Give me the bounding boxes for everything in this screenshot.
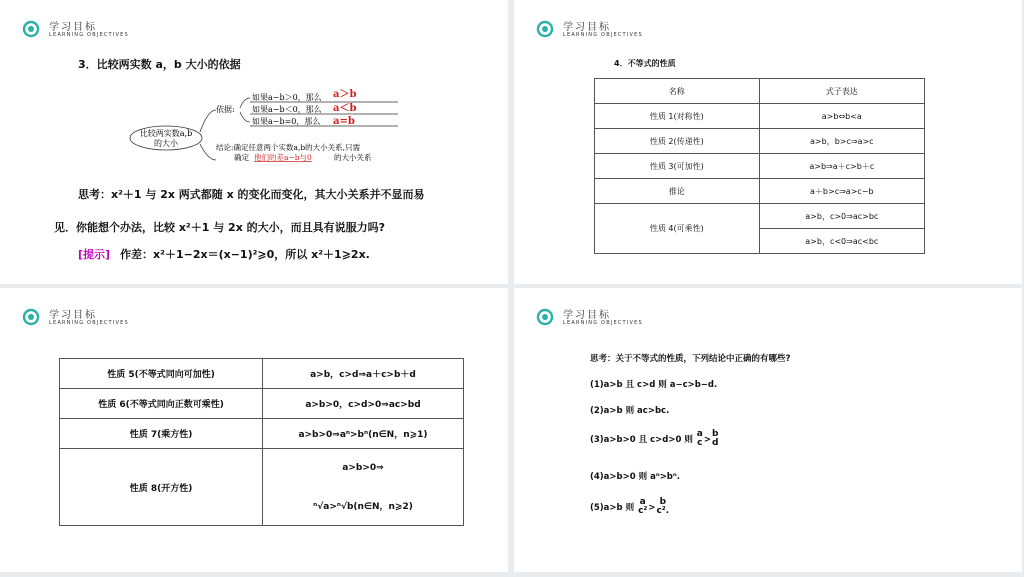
fraction-a-over-c: a c xyxy=(696,429,703,449)
hint-text: 作差：x²＋1−2x＝(x−1)²⩾0，所以 x²＋1⩾2x. xyxy=(120,248,370,261)
hint-paragraph xyxy=(78,246,370,262)
prop8-line1: a>b>0⇒ xyxy=(342,462,384,473)
table-row xyxy=(60,389,464,419)
logo-ring-icon xyxy=(536,20,554,38)
header-subtitle: LEARNING OBJECTIVES xyxy=(563,320,643,326)
property-expression: a>b>0，c>d>0⇒ac>bd xyxy=(263,389,464,419)
header-title: 学习目标 xyxy=(563,22,611,33)
header-title: 学习目标 xyxy=(49,22,97,33)
conclusion-answer: 他们的差a−b与0 xyxy=(254,153,312,162)
statement-4: (4)a>b>0 则 aⁿ>bⁿ. xyxy=(590,472,680,482)
hint-tag: [提示] xyxy=(78,248,111,261)
property-name: 性质 2(传递性) xyxy=(595,129,760,154)
table-row xyxy=(60,449,464,526)
mind-map-root-line2: 的大小 xyxy=(154,139,178,148)
think-line-2: 见．你能想个办法，比较 x²＋1 与 2x 的大小，而且具有说服力吗? xyxy=(54,221,386,234)
section-heading: 3．比较两实数 a，b 大小的依据 xyxy=(78,58,241,71)
mind-map-root-line1: 比较两实数a,b xyxy=(139,129,193,138)
logo-ring-icon xyxy=(536,308,554,326)
property-expression: a>b⇔b<a xyxy=(759,104,924,129)
section-heading: 4．不等式的性质 xyxy=(614,59,676,68)
logo-ring-icon xyxy=(22,20,40,38)
statement-5-text: (5)a>b 则 xyxy=(590,502,635,513)
property-name: 性质 5(不等式同向可加性) xyxy=(60,359,263,389)
property-name: 性质 1(对称性) xyxy=(595,104,760,129)
header-subtitle: LEARNING OBJECTIVES xyxy=(49,32,129,38)
statement-3 xyxy=(590,430,719,449)
column-header-name: 名称 xyxy=(595,79,760,104)
conclusion-line1: 结论:确定任意两个实数a,b的大小关系,只需 xyxy=(216,143,361,152)
greater-than: > xyxy=(703,434,711,445)
property-expression: a>b⇒a＋c>b＋c xyxy=(759,154,924,179)
property-name: 性质 4(可乘性) xyxy=(595,204,760,254)
table-row xyxy=(60,419,464,449)
header-subtitle: LEARNING OBJECTIVES xyxy=(49,320,129,326)
fraction-b-over-c2: b c². xyxy=(656,497,670,517)
property-expression: a>b>0⇒aⁿ>bⁿ(n∈N，n⩾1) xyxy=(263,419,464,449)
property-expression: a>b，c>0⇒ac>bc xyxy=(759,204,924,229)
header-title: 学习目标 xyxy=(49,310,97,321)
basis-item-3-prefix: 如果a−b=0，那么 xyxy=(252,117,321,126)
property-expression: a＋b>c⇒a>c−b xyxy=(759,179,924,204)
statement-5 xyxy=(590,498,670,517)
statement-1: (1)a>b 且 c>d 则 a−c>b−d. xyxy=(590,380,718,390)
basis-item-1-answer: a＞b xyxy=(333,89,357,100)
slide-3 xyxy=(0,288,508,572)
properties-table-continued xyxy=(59,358,464,526)
logo-ring-icon xyxy=(22,308,40,326)
property-name: 性质 7(乘方性) xyxy=(60,419,263,449)
table-row xyxy=(595,179,925,204)
table-row xyxy=(595,129,925,154)
property-name: 性质 3(可加性) xyxy=(595,154,760,179)
property-expression: a>b，c>d⇒a＋c>b＋d xyxy=(263,359,464,389)
statement-2: (2)a>b 则 ac>bc. xyxy=(590,406,670,416)
table-row xyxy=(60,359,464,389)
header-subtitle: LEARNING OBJECTIVES xyxy=(563,32,643,38)
property-expression-cell xyxy=(263,449,464,526)
property-name: 性质 6(不等式同向正数可乘性) xyxy=(60,389,263,419)
question-text: 思考：关于不等式的性质，下列结论中正确的有哪些? xyxy=(590,354,791,364)
greater-than: > xyxy=(648,502,656,513)
column-header-expression: 式子表达 xyxy=(759,79,924,104)
table-row xyxy=(595,104,925,129)
property-expression: a>b，c<0⇒ac<bc xyxy=(759,229,924,254)
mind-map-diagram xyxy=(128,86,418,170)
conclusion-prefix: 确定 xyxy=(234,153,249,162)
statement-3-text: (3)a>b>0 且 c>d>0 则 xyxy=(590,434,693,445)
property-expression: a>b，b>c⇒a>c xyxy=(759,129,924,154)
fraction-a-over-c2: a c² xyxy=(638,497,648,517)
slide-4 xyxy=(514,288,1022,572)
basis-item-2-answer: a＜b xyxy=(333,103,357,114)
prop8-line2: ⁿ√a>ⁿ√b(n∈N，n⩾2) xyxy=(313,501,413,512)
basis-item-2-prefix: 如果a−b＜0，那么 xyxy=(252,105,322,114)
slide-2 xyxy=(514,0,1022,284)
fraction-b-over-d: b d xyxy=(712,429,719,449)
table-row xyxy=(595,204,925,229)
think-line-1: 思考：x²＋1 与 2x 两式都随 x 的变化而变化，其大小关系并不显而易 xyxy=(78,188,425,201)
basis-item-3-answer: a=b xyxy=(333,116,355,127)
slide-1 xyxy=(0,0,508,284)
conclusion-suffix: 的大小关系 xyxy=(334,153,372,162)
property-name: 性质 8(开方性) xyxy=(60,449,263,526)
header-title: 学习目标 xyxy=(563,310,611,321)
table-header-row xyxy=(595,79,925,104)
properties-table xyxy=(594,78,925,254)
basis-item-1-prefix: 如果a−b＞0，那么 xyxy=(252,93,322,102)
table-row xyxy=(595,154,925,179)
basis-label: 依据: xyxy=(216,105,235,114)
property-name: 推论 xyxy=(595,179,760,204)
